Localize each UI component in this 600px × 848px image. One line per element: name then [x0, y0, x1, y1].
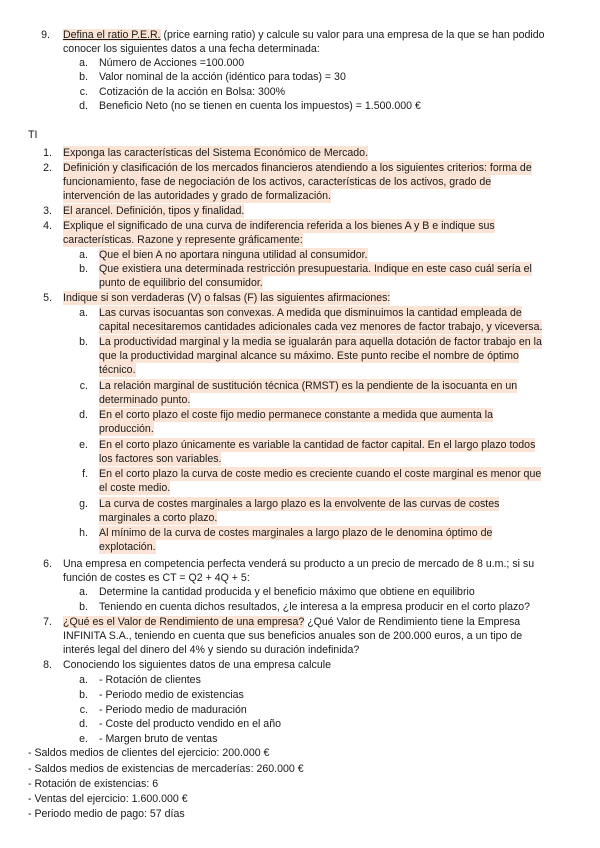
q4-number: 4. [43, 220, 52, 232]
q9-item-c-letter: c. [79, 86, 88, 98]
q6-item-b-letter: b. [79, 601, 88, 613]
q6-item-a-letter: a. [79, 586, 88, 598]
q3-text: El arancel. Definición, tipos y finalidad. [63, 205, 245, 217]
q2-line-1: Definición y clasificación de los mercados financieros atendiendo a los siguientes criterios: forma de [63, 162, 532, 174]
q6-number: 6. [43, 558, 52, 570]
q5-item-a-line-2: capital necesitaremos cantidades adicionales cada vez menores de factor trabajo, y viceversa. [99, 321, 543, 333]
q5-item-c-line-2: determinado punto. [99, 394, 191, 406]
q9-item-a-letter: a. [79, 57, 88, 69]
data-line: - Saldos medios de existencias de mercaderías: 260.000 € [28, 763, 304, 775]
q7-line-3: interés legal del dinero del 4% y siendo su duración indefinida? [63, 644, 360, 656]
q5-item-c-letter: c. [79, 380, 88, 392]
q5-item-e-line-1: En el corto plazo únicamente es variable la cantidad de factor capital. En el largo plazo todos [99, 439, 536, 451]
q9-title-rest: (price earning ratio) y calcule su valor para una empresa de la que se han podido [160, 29, 545, 41]
q2-line-3: intervención de las autoridades y grado de formalización. [63, 190, 331, 202]
q8-item-e-letter: e. [79, 733, 88, 745]
q5-item-b-letter: b. [79, 336, 88, 348]
q9-item-d: Beneficio Neto (no se tienen en cuenta los impuestos) = 1.500.000 € [99, 100, 421, 112]
q5-item-f-letter: f. [82, 468, 88, 480]
q9-number: 9. [41, 29, 50, 41]
q8-item-a-letter: a. [79, 674, 88, 686]
q4-line-1: Explique el significado de una curva de indiferencia referida a los bienes A y B e indique sus [63, 220, 495, 232]
q9-item-d-letter: d. [79, 100, 88, 112]
q5-item-f-line-1: En el corto plazo la curva de coste medio es creciente cuando el coste marginal es menor que [99, 468, 542, 480]
q8-item-b-letter: b. [79, 689, 88, 701]
q5-item-b-line-3: técnico. [99, 364, 136, 376]
q5-item-a-line-1: Las curvas isocuantas son convexas. A medida que disminuimos la cantidad empleada de [99, 307, 522, 319]
q5-item-e-line-2: los factores son variables. [99, 453, 222, 465]
q5-item-h-line-1: Al mínimo de la curva de costes marginales a largo plazo de le denomina óptimo de [99, 527, 493, 539]
q5-item-g-line-1: La curva de costes marginales a largo plazo es la envolvente de las curvas de costes [99, 498, 500, 510]
data-line: - Saldos medios de clientes del ejercicio: 200.000 € [28, 747, 270, 759]
q8-item-d: - Coste del producto vendido en el año [99, 718, 281, 730]
q8-number: 8. [43, 659, 52, 671]
q4-item-a: Que el bien A no aportara ninguna utilidad al consumidor. [99, 249, 368, 261]
q3-number: 3. [43, 205, 52, 217]
q7-line-1 [63, 615, 520, 629]
q5-item-e-letter: e. [79, 439, 88, 451]
q8-item-a: - Rotación de clientes [99, 674, 201, 686]
q7-number: 7. [43, 616, 52, 628]
q2-number: 2. [43, 162, 52, 174]
q8-item-c: - Periodo medio de maduración [99, 704, 247, 716]
q5-item-b-line-1: La productividad marginal y la media se igualarán para aquella dotación de factor trabajo en la [99, 336, 542, 348]
q8-item-b: - Periodo medio de existencias [99, 689, 244, 701]
q5-item-d-line-1: En el corto plazo el coste fijo medio permanece constante a medida que aumenta la [99, 409, 493, 421]
q9-item-b-letter: b. [79, 71, 88, 83]
q5-text: Indique si son verdaderas (V) o falsas (F) las siguientes afirmaciones: [63, 292, 391, 304]
q9-item-a: Número de Acciones =100.000 [99, 57, 245, 69]
q5-item-f-line-2: el coste medio. [99, 482, 171, 494]
q4-item-b-line-1: Que existiera una determinada restricción presupuestaria. Indique en este caso cuál sería el [99, 263, 532, 275]
q5-item-b-line-2: que la productividad marginal alcance su máximo. Este punto recibe el nombre de óptimo [99, 350, 519, 362]
q8-item-d-letter: d. [79, 718, 88, 730]
q7-rest: ¿Qué Valor de Rendimiento tiene la Empresa [304, 616, 521, 628]
q6-line-1: Una empresa en competencia perfecta venderá su producto a un precio de mercado de 8 u.m.; si su [63, 558, 535, 570]
data-line: - Periodo medio de pago: 57 días [28, 808, 185, 820]
q9-item-c: Cotización de la acción en Bolsa: 300% [99, 86, 286, 98]
section-label: TI [28, 129, 38, 141]
q1-number: 1. [43, 147, 52, 159]
q5-item-d-letter: d. [79, 409, 88, 421]
q4-item-a-letter: a. [79, 249, 88, 261]
q5-item-h-line-2: explotación. [99, 541, 156, 553]
q9-title-line2: conocer los siguientes datos a una fecha determinada: [63, 43, 320, 55]
q1-text: Exponga las características del Sistema Económico de Mercado. [63, 147, 369, 159]
q6-line-2: función de costes es CT = Q2 + 4Q + 5: [63, 572, 250, 584]
q9-title-underlined: Defina el ratio P.E.R. [63, 29, 161, 41]
data-line: - Ventas del ejercicio: 1.600.000 € [28, 793, 188, 805]
q7-highlighted: ¿Qué es el Valor de Rendimiento de una empresa? [63, 616, 305, 628]
q8-item-e: - Margen bruto de ventas [99, 733, 218, 745]
q4-line-2: características. Razone y represente gráficamente: [63, 234, 303, 246]
q5-item-h-letter: h. [79, 527, 88, 539]
q9-title [63, 28, 545, 42]
q5-number: 5. [43, 292, 52, 304]
q4-item-b-line-2: punto de equilibrio del consumidor. [99, 277, 263, 289]
q5-item-g-letter: g. [79, 498, 88, 510]
q7-line-2: INFINITA S.A., teniendo en cuenta que sus beneficios anuales son de 200.000 euros, a un tipo de [63, 630, 523, 642]
q5-item-g-line-2: marginales a corto plazo. [99, 512, 218, 524]
q4-item-b-letter: b. [79, 263, 88, 275]
q5-item-a-letter: a. [79, 307, 88, 319]
q9-item-b: Valor nominal de la acción (idéntico para todas) = 30 [99, 71, 346, 83]
q6-item-b: Teniendo en cuenta dichos resultados, ¿le interesa a la empresa producir en el corto plazo? [99, 601, 531, 613]
q5-item-c-line-1: La relación marginal de sustitución técnica (RMST) es la pendiente de la isocuanta en un [99, 380, 518, 392]
q5-item-d-line-2: producción. [99, 423, 154, 435]
q2-line-2: funcionamiento, fase de negociación de los activos, características de los activos, grado de [63, 176, 492, 188]
q6-item-a: Determine la cantidad producida y el beneficio máximo que obtiene en equilibrio [99, 586, 475, 598]
q8-text: Conociendo los siguientes datos de una empresa calcule [63, 659, 331, 671]
q8-item-c-letter: c. [79, 704, 88, 716]
data-line: - Rotación de existencias: 6 [28, 778, 159, 790]
